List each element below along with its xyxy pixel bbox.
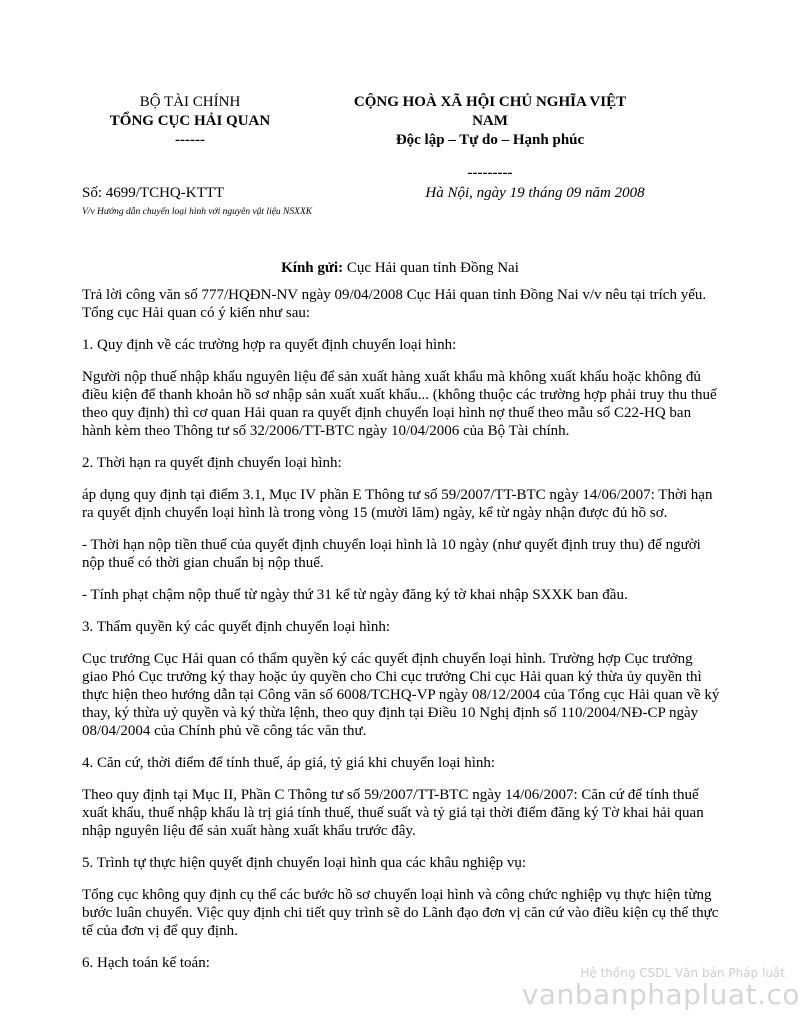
issuer-block bbox=[80, 93, 300, 150]
ministry-name: BỘ TÀI CHÍNH bbox=[139, 94, 241, 110]
section-heading: 1. Quy định về các trường hợp ra quyết định chuyển loại hình: bbox=[82, 337, 457, 353]
agency-name: TỔNG CỤC HẢI QUAN bbox=[109, 113, 271, 129]
body-paragraph: Theo quy định tại Mục II, Phần C Thông tư số 59/2007/TT-BTC ngày 14/06/2007: Căn cứ để tính thuế xuất khẩu, thuế nhập khẩu là trị giá tính thuế, thuế suất và tỷ giá tại thời điểm đăng ký Tờ khai hải quan nhập nguyên liệu để sản xuất hàng xuất khẩu trước đây. bbox=[82, 787, 704, 839]
body-paragraph: - Thời hạn nộp tiền thuế của quyết định chuyển loại hình là 10 ngày (như quyết định truy thu) để người nộp thuế có thời gian chuẩn bị nộp thuế. bbox=[82, 537, 701, 571]
section-heading: 4. Căn cứ, thời điểm để tính thuế, áp giá, tỷ giá khi chuyển loại hình: bbox=[82, 755, 496, 771]
country-name-line2: NAM bbox=[472, 113, 508, 129]
watermark-caption: Hệ thống CSDL Văn bản Pháp luật bbox=[580, 966, 785, 980]
body-paragraph: Tổng cục không quy định cụ thể các bước hồ sơ chuyển loại hình và công chức nghiệp vụ thực hiện từng bước luân chuyển. Việc quy định chi tiết quy trình sẽ do Lãnh đạo đơn vị căn cứ vào điều kiện cụ thể thực tế của đơn vị để quy định. bbox=[82, 887, 719, 939]
body-paragraph: - Tính phạt chậm nộp thuế từ ngày thứ 31 kể từ ngày đăng ký tờ khai nhập SXXK ban đầu. bbox=[82, 587, 628, 603]
national-motto: Độc lập – Tự do – Hạnh phúc bbox=[395, 132, 585, 148]
section-heading: 3. Thẩm quyền ký các quyết định chuyển loại hình: bbox=[82, 619, 390, 635]
section-heading: 2. Thời hạn ra quyết định chuyển loại hình: bbox=[82, 455, 342, 471]
motto-separator: --------- bbox=[467, 165, 513, 181]
country-name-line1: CỘNG HOÀ XÃ HỘI CHỦ NGHĨA VIỆT bbox=[353, 94, 627, 110]
recipient-line bbox=[0, 260, 800, 277]
document-number: Số: 4699/TCHQ-KTTT bbox=[82, 185, 225, 201]
body-paragraph: áp dụng quy định tại điểm 3.1, Mục IV phần E Thông tư số 59/2007/TT-BTC ngày 14/06/2007: Thời hạn ra quyết định chuyển loại hình là trong vòng 15 (mười lăm) ngày, kể từ ngày nhận được đủ hồ sơ. bbox=[82, 487, 713, 521]
body-paragraph: Người nộp thuế nhập khẩu nguyên liệu để sản xuất hàng xuất khẩu mà không xuất khẩu hoặc không đủ điều kiện để thanh khoản hồ sơ nhập sản xuất xuất khẩu... (không thuộc các trường hợp phải truy thu thuế theo quy định) thì cơ quan Hải quan ra quyết định chuyển loại hình nợ thuế theo mẫu số C22-HQ ban hành kèm theo Thông tư số 32/2006/TT-BTC ngày 10/04/2006 của Bộ Tài chính. bbox=[82, 369, 717, 439]
section-heading: 5. Trình tự thực hiện quyết định chuyển loại hình qua các khâu nghiệp vụ: bbox=[82, 855, 527, 871]
document-body bbox=[82, 286, 722, 986]
recipient-name: Cục Hải quan tỉnh Đồng Nai bbox=[343, 260, 519, 276]
document-subject: V/v Hướng dẫn chuyển loại hình với nguyên vật liệu NSXXK bbox=[82, 207, 313, 217]
agency-separator: ------ bbox=[175, 132, 205, 148]
national-header bbox=[330, 93, 650, 183]
recipient-label: Kính gửi: bbox=[281, 260, 344, 276]
watermark-site: vanbanphapluat.co bbox=[521, 978, 800, 1011]
document-date: Hà Nội, ngày 19 tháng 09 năm 2008 bbox=[425, 185, 645, 201]
body-paragraph: Cục trưởng Cục Hải quan có thẩm quyền ký các quyết định chuyển loại hình. Trường hợp Cục trưởng giao Phó Cục trưởng ký thay hoặc ủy quyền cho Chi cục trưởng Chi cục Hải quan ký thừa ủy quyền thì thực hiện theo hướng dẫn tại Công văn số 6008/TCHQ-VP ngày 08/12/2004 của Tổng cục Hải quan về ký thay, ký thừa uỷ quyền và ký thừa lệnh, theo quy định tại Điều 10 Nghị định số 110/2004/NĐ-CP ngày 08/04/2004 của Chính phủ về công tác văn thư. bbox=[82, 651, 720, 739]
body-paragraph: Trả lời công văn số 777/HQĐN-NV ngày 09/04/2008 Cục Hải quan tỉnh Đồng Nai v/v nêu tại trích yếu. Tổng cục Hải quan có ý kiến như sau: bbox=[82, 287, 707, 321]
section-heading: 6. Hạch toán kế toán: bbox=[82, 955, 210, 971]
